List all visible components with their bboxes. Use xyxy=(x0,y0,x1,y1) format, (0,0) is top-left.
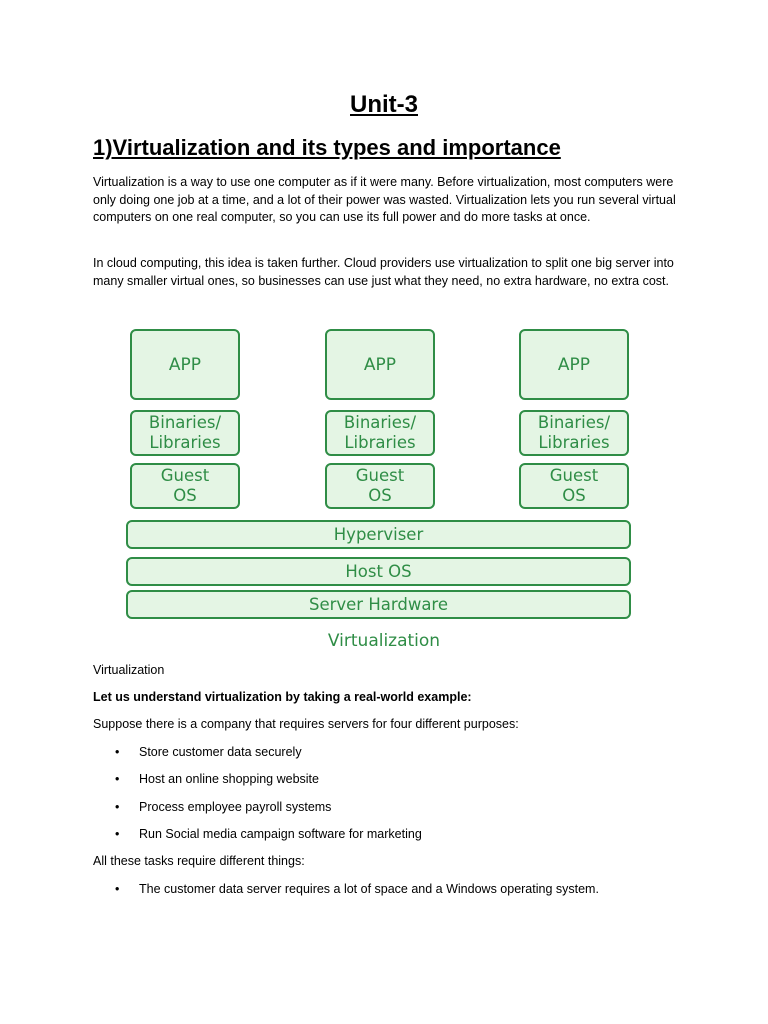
guest-os-label-2: Guest OS xyxy=(355,466,405,505)
bullet-icon: • xyxy=(115,882,120,896)
figure-caption: Virtualization xyxy=(93,663,165,677)
libraries-box-2 xyxy=(325,410,435,456)
list-item-text: The customer data server requires a lot of space and a Windows operating system. xyxy=(139,882,599,896)
guest-os-box-3 xyxy=(519,463,629,509)
app-box-1 xyxy=(130,329,240,400)
bullet-icon: • xyxy=(115,827,120,841)
guest-os-label-3: Guest OS xyxy=(549,466,599,505)
host-os-label: Host OS xyxy=(345,562,412,581)
libraries-label-3: Binaries/ Libraries xyxy=(537,413,611,452)
hypervisor-layer xyxy=(126,520,631,549)
bullet-icon: • xyxy=(115,772,120,786)
intro-paragraph: Virtualization is a way to use one computer as if it were many. Before virtualization, most computers were only doing one job at a time, and a lot of their power was wasted. Virtualization lets you run several virtual computers on one real computer, so you can use its full power and do more tasks at once. xyxy=(93,175,676,224)
bullet-icon: • xyxy=(115,745,120,759)
app-label-2: APP xyxy=(363,354,397,375)
app-label-1: APP xyxy=(168,354,202,375)
cloud-paragraph: In cloud computing, this idea is taken further. Cloud providers use virtualization to split one big server into many smaller virtual ones, so businesses can use just what they need, no extra hardware, no extra cost. xyxy=(93,256,674,288)
libraries-label-2: Binaries/ Libraries xyxy=(343,413,417,452)
guest-os-box-2 xyxy=(325,463,435,509)
list-item-text: Run Social media campaign software for marketing xyxy=(139,827,422,841)
guest-os-box-1 xyxy=(130,463,240,509)
unit-title: Unit-3 xyxy=(350,91,418,118)
libraries-label-1: Binaries/ Libraries xyxy=(148,413,222,452)
list-item-text: Process employee payroll systems xyxy=(139,800,332,814)
host-os-layer xyxy=(126,557,631,586)
list-item-text: Store customer data securely xyxy=(139,745,302,759)
requirements-intro: All these tasks require different things: xyxy=(93,854,305,868)
server-hardware-label: Server Hardware xyxy=(308,595,449,614)
app-box-3 xyxy=(519,329,629,400)
list-item-text: Host an online shopping website xyxy=(139,772,319,786)
bullet-icon: • xyxy=(115,800,120,814)
hypervisor-label: Hyperviser xyxy=(333,525,424,544)
server-hardware-layer xyxy=(126,590,631,619)
app-label-3: APP xyxy=(557,354,591,375)
section-heading: 1)Virtualization and its types and importance xyxy=(93,135,561,160)
libraries-box-3 xyxy=(519,410,629,456)
libraries-box-1 xyxy=(130,410,240,456)
guest-os-label-1: Guest OS xyxy=(160,466,210,505)
app-box-2 xyxy=(325,329,435,400)
purposes-intro: Suppose there is a company that requires servers for four different purposes: xyxy=(93,717,519,731)
diagram-caption: Virtualization xyxy=(327,631,441,651)
example-intro: Let us understand virtualization by taking a real-world example: xyxy=(93,690,472,704)
